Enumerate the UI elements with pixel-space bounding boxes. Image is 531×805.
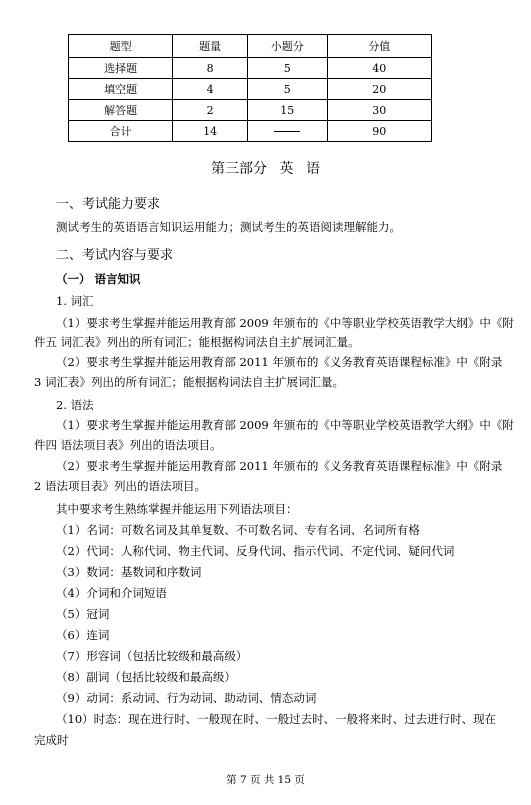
table-row <box>69 58 432 79</box>
table-cell: 90 <box>327 121 431 142</box>
table-cell: 解答题 <box>69 100 173 121</box>
grammar-item: （1）名词：可数名词及其单复数、不可数名词、专有名词、名词所有格 <box>56 523 420 537</box>
paragraph-line: 完成时 <box>34 733 69 747</box>
table-cell: 20 <box>327 79 431 100</box>
paragraph-line: 件四 语法项目表》列出的语法项目。 <box>34 438 222 452</box>
table-header-row <box>69 35 432 58</box>
paragraph-line: 2 语法项目表》列出的语法项目。 <box>34 479 206 493</box>
table-cell-dash <box>247 121 327 142</box>
grammar-item: （4）介词和介词短语 <box>56 586 167 600</box>
table-cell: 40 <box>327 58 431 79</box>
grammar-item: （9）动词：系动词、行为动词、助动词、情态动词 <box>56 691 317 705</box>
table-row <box>69 79 432 100</box>
part-title: 第三部分 英 语 <box>211 161 320 177</box>
grammar-item: （5）冠词 <box>56 607 110 621</box>
paragraph-line: （2）要求考生掌握并能运用教育部 2011 年颁布的《义务教育英语课程标准》中《附录 <box>56 459 503 473</box>
grammar-item: （2）代词：人称代词、物主代词、反身代词、指示代词、不定代词、疑问代词 <box>56 544 455 558</box>
table-cell: 15 <box>247 100 327 121</box>
table-cell: 2 <box>173 100 248 121</box>
table-header: 小题分 <box>247 35 327 58</box>
table-cell: 14 <box>173 121 248 142</box>
subsection-heading: （一） 语言知识 <box>56 272 141 286</box>
dash-line <box>274 131 300 132</box>
table-header: 题量 <box>173 35 248 58</box>
table-row <box>69 100 432 121</box>
paragraph-line: 件五 词汇表》列出的所有词汇；能根据构词法自主扩展词汇量。 <box>34 335 360 349</box>
table-total-row <box>69 121 432 142</box>
grammar-item: （7）形容词（包括比较级和最高级） <box>56 649 248 663</box>
paragraph-line: （2）要求考生掌握并能运用教育部 2011 年颁布的《义务教育英语课程标准》中《附录 <box>56 355 503 369</box>
grammar-item: （6）连词 <box>56 628 110 642</box>
table-header: 分值 <box>327 35 431 58</box>
paragraph-line: 3 词汇表》列出的所有词汇；能根据构词法自主扩展词汇量。 <box>34 375 344 389</box>
table-cell: 4 <box>173 79 248 100</box>
table-cell: 8 <box>173 58 248 79</box>
score-table <box>68 34 432 142</box>
table-cell: 合计 <box>69 121 173 142</box>
grammar-item: （8）副词（包括比较级和最高级） <box>56 670 236 684</box>
section-heading: 一、考试能力要求 <box>56 197 161 212</box>
grammar-item: （3）数词：基数词和序数词 <box>56 565 202 579</box>
table-cell: 30 <box>327 100 431 121</box>
paragraph-line: 其中要求考生熟练掌握并能运用下列语法项目： <box>56 502 298 516</box>
paragraph-line: （1）要求考生掌握并能运用教育部 2009 年颁布的《中等职业学校英语教学大纲》中《附 <box>56 418 514 432</box>
section-heading: 二、考试内容与要求 <box>56 248 174 263</box>
list-item-label: 2. 语法 <box>56 398 94 412</box>
table-cell: 填空题 <box>69 79 173 100</box>
paragraph-line: （10）时态：现在进行时、一般现在时、一般过去时、一般将来时、过去进行时、现在 <box>56 712 497 726</box>
table-header: 题型 <box>69 35 173 58</box>
page-footer: 第 7 页 共 15 页 <box>226 774 305 786</box>
table-cell: 5 <box>247 58 327 79</box>
paragraph-line: （1）要求考生掌握并能运用教育部 2009 年颁布的《中等职业学校英语教学大纲》中《附 <box>56 316 514 330</box>
table-cell: 选择题 <box>69 58 173 79</box>
list-item-label: 1. 词汇 <box>56 294 94 308</box>
paragraph: 测试考生的英语语言知识运用能力；测试考生的英语阅读理解能力。 <box>56 220 401 234</box>
table-cell: 5 <box>247 79 327 100</box>
